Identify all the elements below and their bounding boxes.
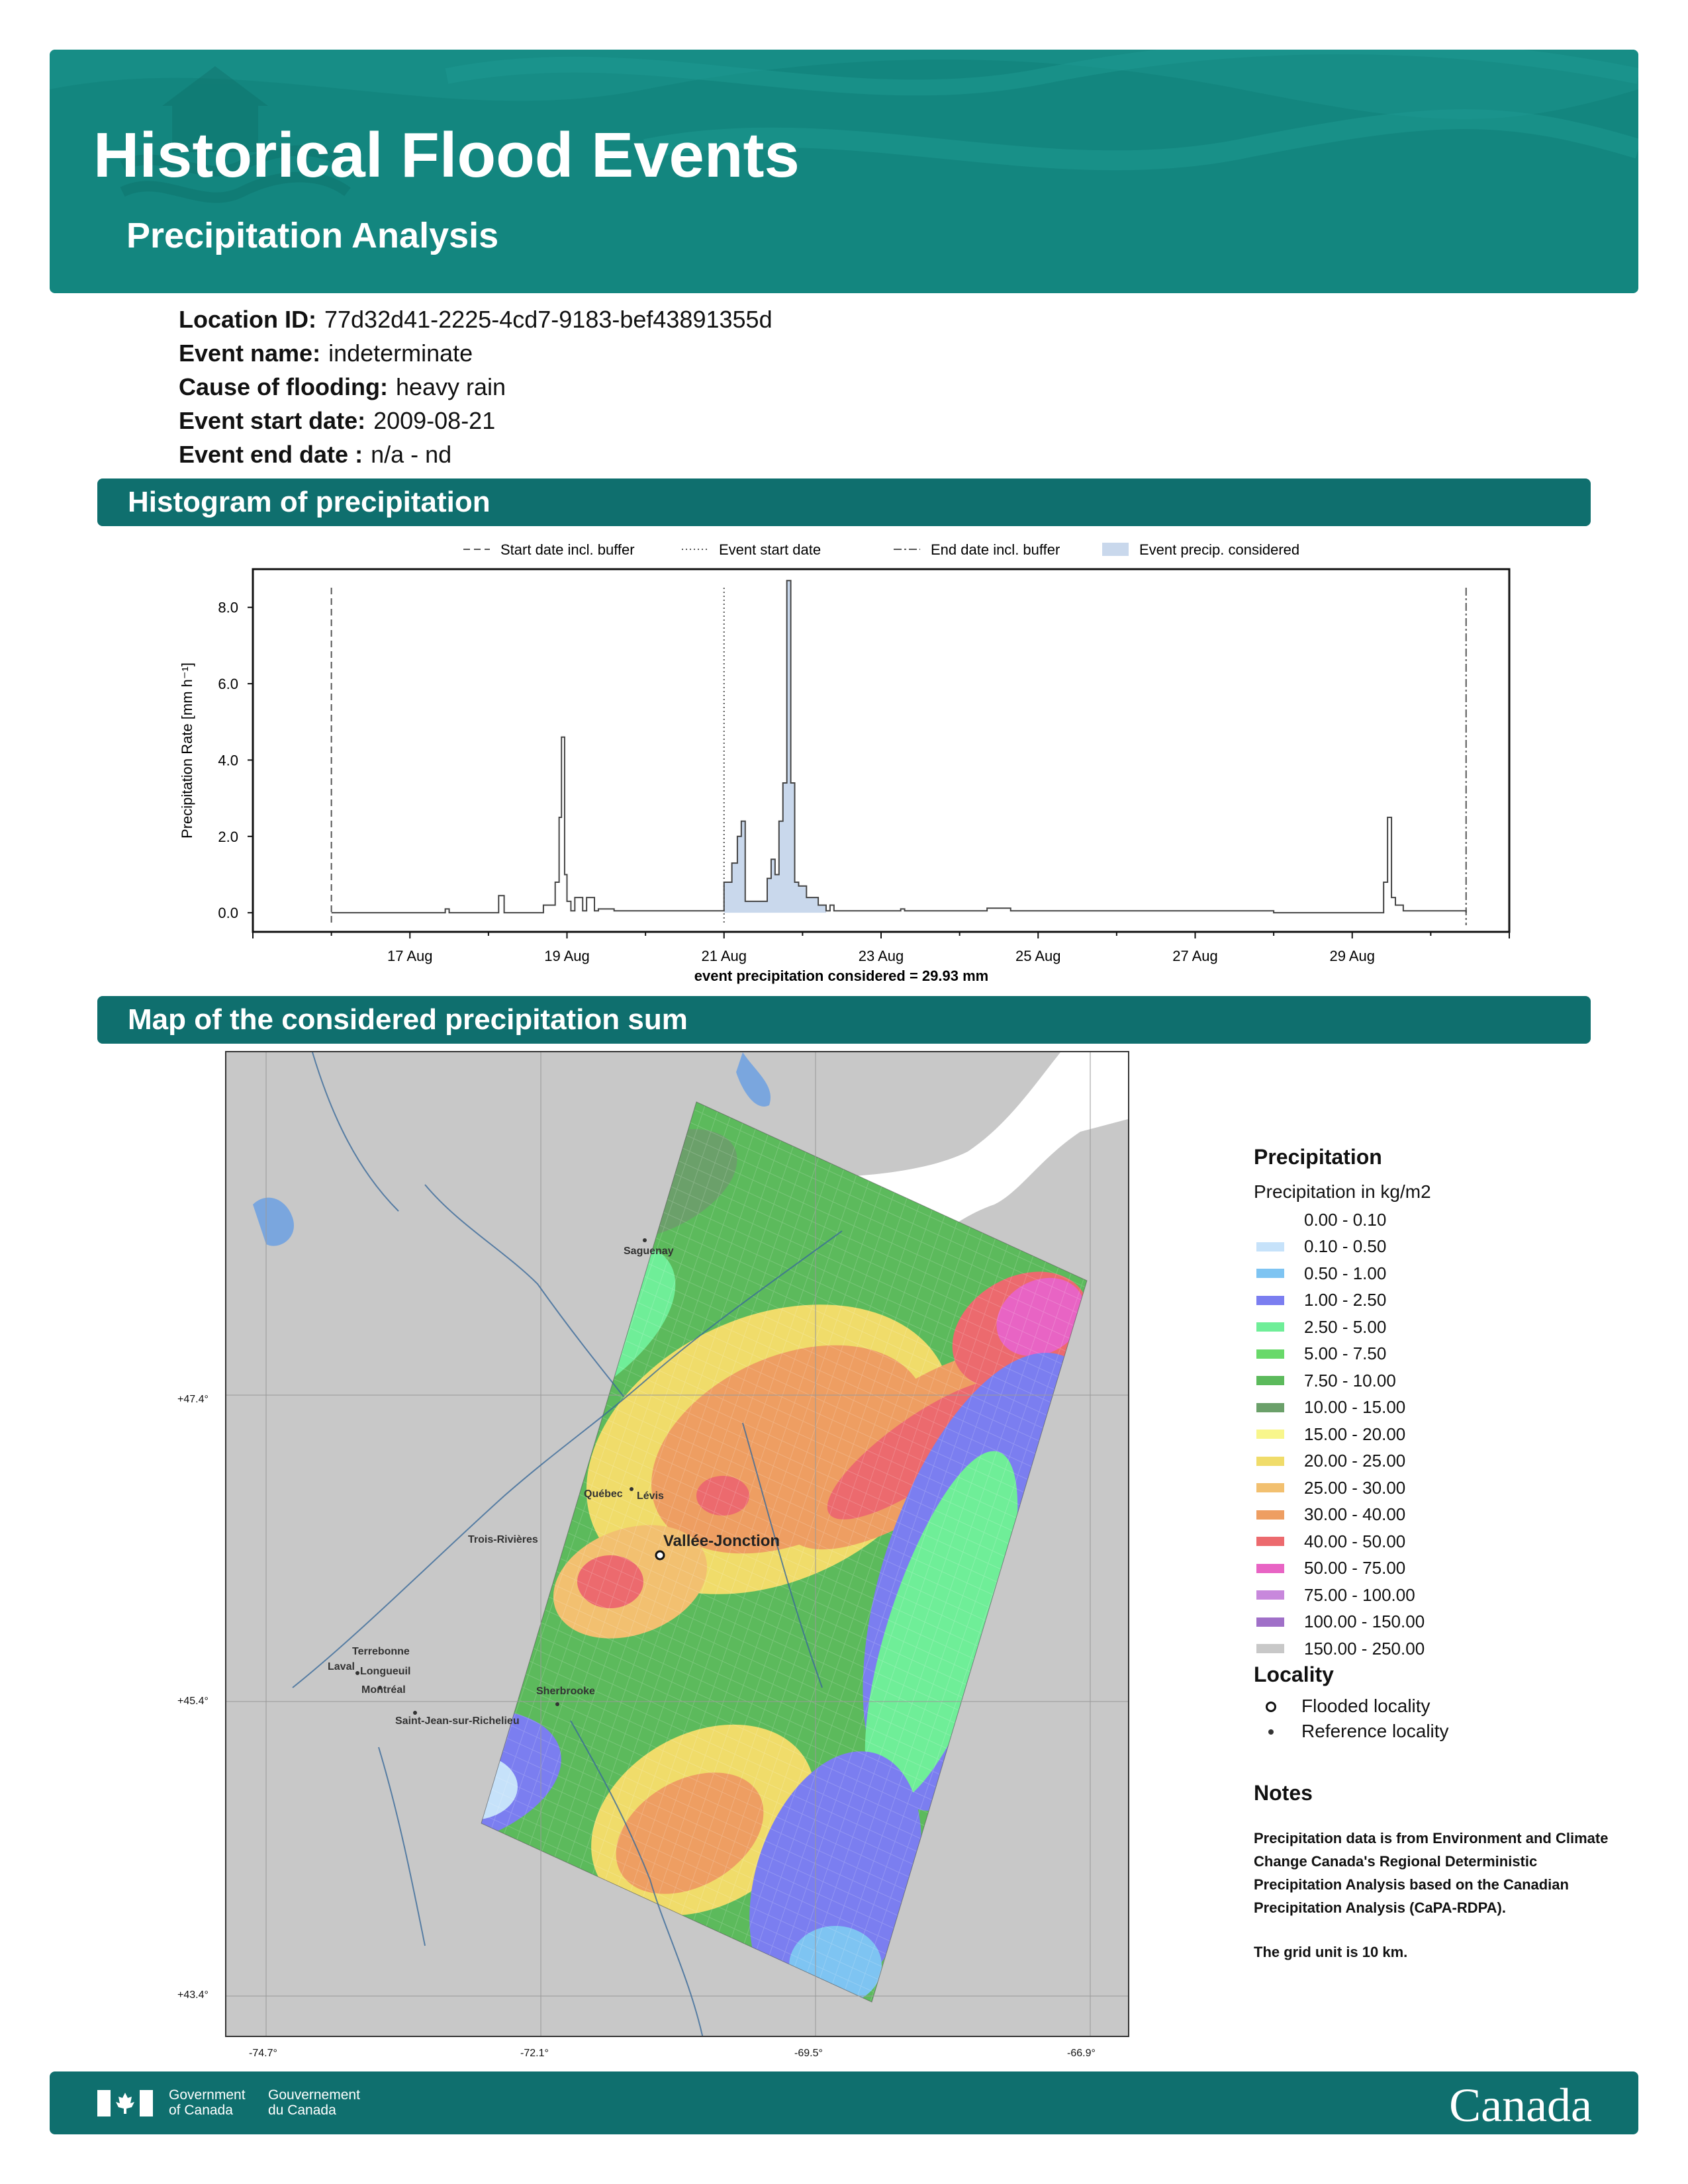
info-value: indeterminate	[328, 340, 473, 367]
legend-swatch	[1256, 1242, 1284, 1251]
legend-class-row	[1254, 1234, 1624, 1261]
legend-swatch	[1256, 1403, 1284, 1412]
y-tick-label: 2.0	[218, 828, 238, 845]
y-tick-label: 8.0	[218, 599, 238, 616]
x-tick-label: 17 Aug	[387, 948, 433, 964]
x-tick-label: 29 Aug	[1329, 948, 1376, 964]
legend-class-row	[1254, 1502, 1624, 1529]
legend-range-label: 100.00 - 150.00	[1304, 1612, 1425, 1632]
map-label-vallee-jonction: Vallée-Jonction	[663, 1532, 780, 1550]
header-banner	[50, 50, 1638, 293]
map-label-longueuil: Longueuil	[360, 1666, 411, 1677]
legend-flooded-locality	[1254, 1694, 1624, 1719]
footer-gov-en: Government of Canada	[169, 2087, 246, 2118]
info-event-name	[179, 340, 473, 367]
notes-title: Notes	[1254, 1780, 1313, 1805]
info-label: Event name:	[179, 340, 321, 367]
map-label-terrebonne: Terrebonne	[352, 1646, 410, 1657]
map-lat-label: +43.4°	[177, 1989, 209, 2001]
legend-range-label: 15.00 - 20.00	[1304, 1424, 1406, 1444]
map-lon-label: -66.9°	[1067, 2048, 1096, 2059]
section-histogram-title: Histogram of precipitation	[97, 478, 1591, 526]
legend-class-row	[1254, 1475, 1624, 1502]
map-label-saint-jean: Saint-Jean-sur-Richelieu	[395, 1715, 520, 1727]
legend-class-row	[1254, 1555, 1624, 1582]
precipitation-histogram-chart	[132, 529, 1523, 993]
legend-swatch	[1256, 1322, 1284, 1332]
legend-swatch	[1256, 1296, 1284, 1305]
legend-class-row	[1254, 1341, 1624, 1368]
info-label: Location ID:	[179, 306, 316, 333]
info-cause	[179, 373, 506, 401]
map-label-levis: Lévis	[637, 1490, 664, 1502]
legend-swatch	[1256, 1215, 1284, 1224]
info-label: Event start date:	[179, 407, 366, 434]
legend-range-label: 10.00 - 15.00	[1304, 1397, 1406, 1418]
map-lat-label: +47.4°	[177, 1394, 209, 1405]
legend-label: Event precip. considered	[1139, 541, 1300, 558]
legend-class-row	[1254, 1635, 1624, 1662]
legend-label: Start date incl. buffer	[500, 541, 635, 558]
x-axis-label: event precipitation considered = 29.93 mm	[694, 968, 989, 984]
legend-class-row	[1254, 1582, 1624, 1609]
map-label-trois-rivieres: Trois-Rivières	[468, 1534, 538, 1545]
plot-frame	[253, 569, 1509, 932]
legend-swatch	[1256, 1590, 1284, 1600]
legend-range-label: 0.00 - 0.10	[1304, 1209, 1387, 1230]
footer-gov-fr: Gouvernement du Canada	[268, 2087, 360, 2118]
legend-swatch	[1256, 1617, 1284, 1627]
x-tick-label: 23 Aug	[858, 948, 904, 964]
legend-class-row	[1254, 1314, 1624, 1341]
legend-range-label: 20.00 - 25.00	[1304, 1451, 1406, 1471]
info-label: Event end date :	[179, 441, 363, 468]
legend-class-row	[1254, 1421, 1624, 1448]
legend-reference-locality	[1254, 1719, 1624, 1744]
legend-range-label: 7.50 - 10.00	[1304, 1370, 1396, 1390]
map-lon-label: -72.1°	[520, 2048, 549, 2059]
legend-swatch	[1256, 1269, 1284, 1278]
legend-class-row	[1254, 1367, 1624, 1394]
reference-locality-icon	[1263, 1724, 1278, 1739]
info-value: heavy rain	[395, 373, 506, 400]
legend-swatch	[1256, 1430, 1284, 1439]
info-value: 77d32d41-2225-4cd7-9183-bef43891355d	[324, 306, 773, 333]
legend-class-row	[1254, 1528, 1624, 1555]
legend-range-label: 150.00 - 250.00	[1304, 1638, 1425, 1659]
legend-class-row	[1254, 1287, 1624, 1314]
map-legend	[1254, 1145, 1624, 1964]
map-lon-label: -69.5°	[794, 2048, 823, 2059]
notes-grid-unit: The grid unit is 10 km.	[1254, 1943, 1408, 1960]
legend-class-row	[1254, 1394, 1624, 1422]
info-location-id	[179, 306, 773, 334]
legend-swatch	[1256, 1349, 1284, 1359]
x-tick-label: 27 Aug	[1172, 948, 1218, 964]
legend-patch	[1102, 543, 1129, 556]
legend-swatch	[1256, 1376, 1284, 1385]
legend-class-row	[1254, 1260, 1624, 1287]
page-subtitle: Precipitation Analysis	[126, 216, 499, 255]
info-value: 2009-08-21	[373, 407, 496, 434]
notes-text: Precipitation data is from Environment and Climate Change Canada's Regional Deterministic Precipitation Analysis based on the Canadian Precipitation Analysis (CaPA-RDPA).	[1254, 1829, 1609, 1916]
legend-range-label: 75.00 - 100.00	[1304, 1584, 1415, 1605]
x-tick-label: 19 Aug	[544, 948, 590, 964]
legend-class-list	[1254, 1206, 1624, 1662]
canada-flag-icon	[97, 2090, 153, 2116]
info-start-date	[179, 407, 495, 435]
canada-wordmark: Canada	[1449, 2079, 1592, 2132]
legend-label: End date incl. buffer	[931, 541, 1060, 558]
footer-bar	[50, 2071, 1638, 2134]
legend-swatch	[1256, 1483, 1284, 1492]
legend-reference-label: Reference locality	[1301, 1720, 1449, 1741]
legend-title: Precipitation	[1254, 1145, 1382, 1169]
flooded-locality-icon	[1263, 1699, 1278, 1713]
legend-swatch	[1256, 1457, 1284, 1466]
legend-range-label: 50.00 - 75.00	[1304, 1558, 1406, 1578]
map-label-laval: Laval	[328, 1661, 355, 1672]
legend-class-row	[1254, 1609, 1624, 1636]
page-title: Historical Flood Events	[93, 120, 800, 191]
map-label-quebec: Québec	[584, 1488, 623, 1500]
legend-range-label: 5.00 - 7.50	[1304, 1343, 1387, 1364]
legend-swatch	[1256, 1564, 1284, 1573]
y-axis-label: Precipitation Rate [mm h⁻¹]	[179, 662, 195, 839]
legend-range-label: 2.50 - 5.00	[1304, 1316, 1387, 1337]
map-label-saguenay: Saguenay	[624, 1246, 674, 1257]
section-map-title: Map of the considered precipitation sum	[97, 996, 1591, 1044]
precipitation-map	[225, 1051, 1129, 2037]
y-tick-label: 0.0	[218, 905, 238, 922]
x-tick-label: 21 Aug	[701, 948, 747, 964]
map-label-sherbrooke: Sherbrooke	[536, 1686, 595, 1697]
legend-swatch	[1256, 1510, 1284, 1520]
legend-range-label: 0.50 - 1.00	[1304, 1263, 1387, 1283]
legend-range-label: 0.10 - 0.50	[1304, 1236, 1387, 1257]
legend-class-row	[1254, 1448, 1624, 1475]
info-value: n/a - nd	[371, 441, 452, 468]
legend-range-label: 1.00 - 2.50	[1304, 1290, 1387, 1310]
legend-swatch	[1256, 1537, 1284, 1546]
precipitation-line	[332, 580, 1466, 913]
info-label: Cause of flooding:	[179, 373, 388, 400]
flooded-locality-marker	[656, 1551, 664, 1559]
legend-subtitle: Precipitation in kg/m2	[1254, 1181, 1431, 1202]
legend-flooded-label: Flooded locality	[1301, 1695, 1430, 1716]
map-lat-label: +45.4°	[177, 1696, 209, 1707]
map-lon-label: -74.7°	[249, 2048, 277, 2059]
legend-label: Event start date	[719, 541, 821, 558]
y-tick-label: 6.0	[218, 676, 238, 693]
locality-title: Locality	[1254, 1662, 1334, 1686]
y-tick-label: 4.0	[218, 752, 238, 769]
x-tick-label: 25 Aug	[1015, 948, 1061, 964]
info-end-date	[179, 441, 451, 469]
legend-range-label: 25.00 - 30.00	[1304, 1477, 1406, 1498]
legend-range-label: 30.00 - 40.00	[1304, 1504, 1406, 1525]
map-canvas	[226, 1052, 1129, 2037]
legend-range-label: 40.00 - 50.00	[1304, 1531, 1406, 1551]
map-label-montreal: Montréal	[361, 1684, 406, 1696]
legend-swatch	[1256, 1644, 1284, 1653]
legend-class-row	[1254, 1206, 1624, 1234]
